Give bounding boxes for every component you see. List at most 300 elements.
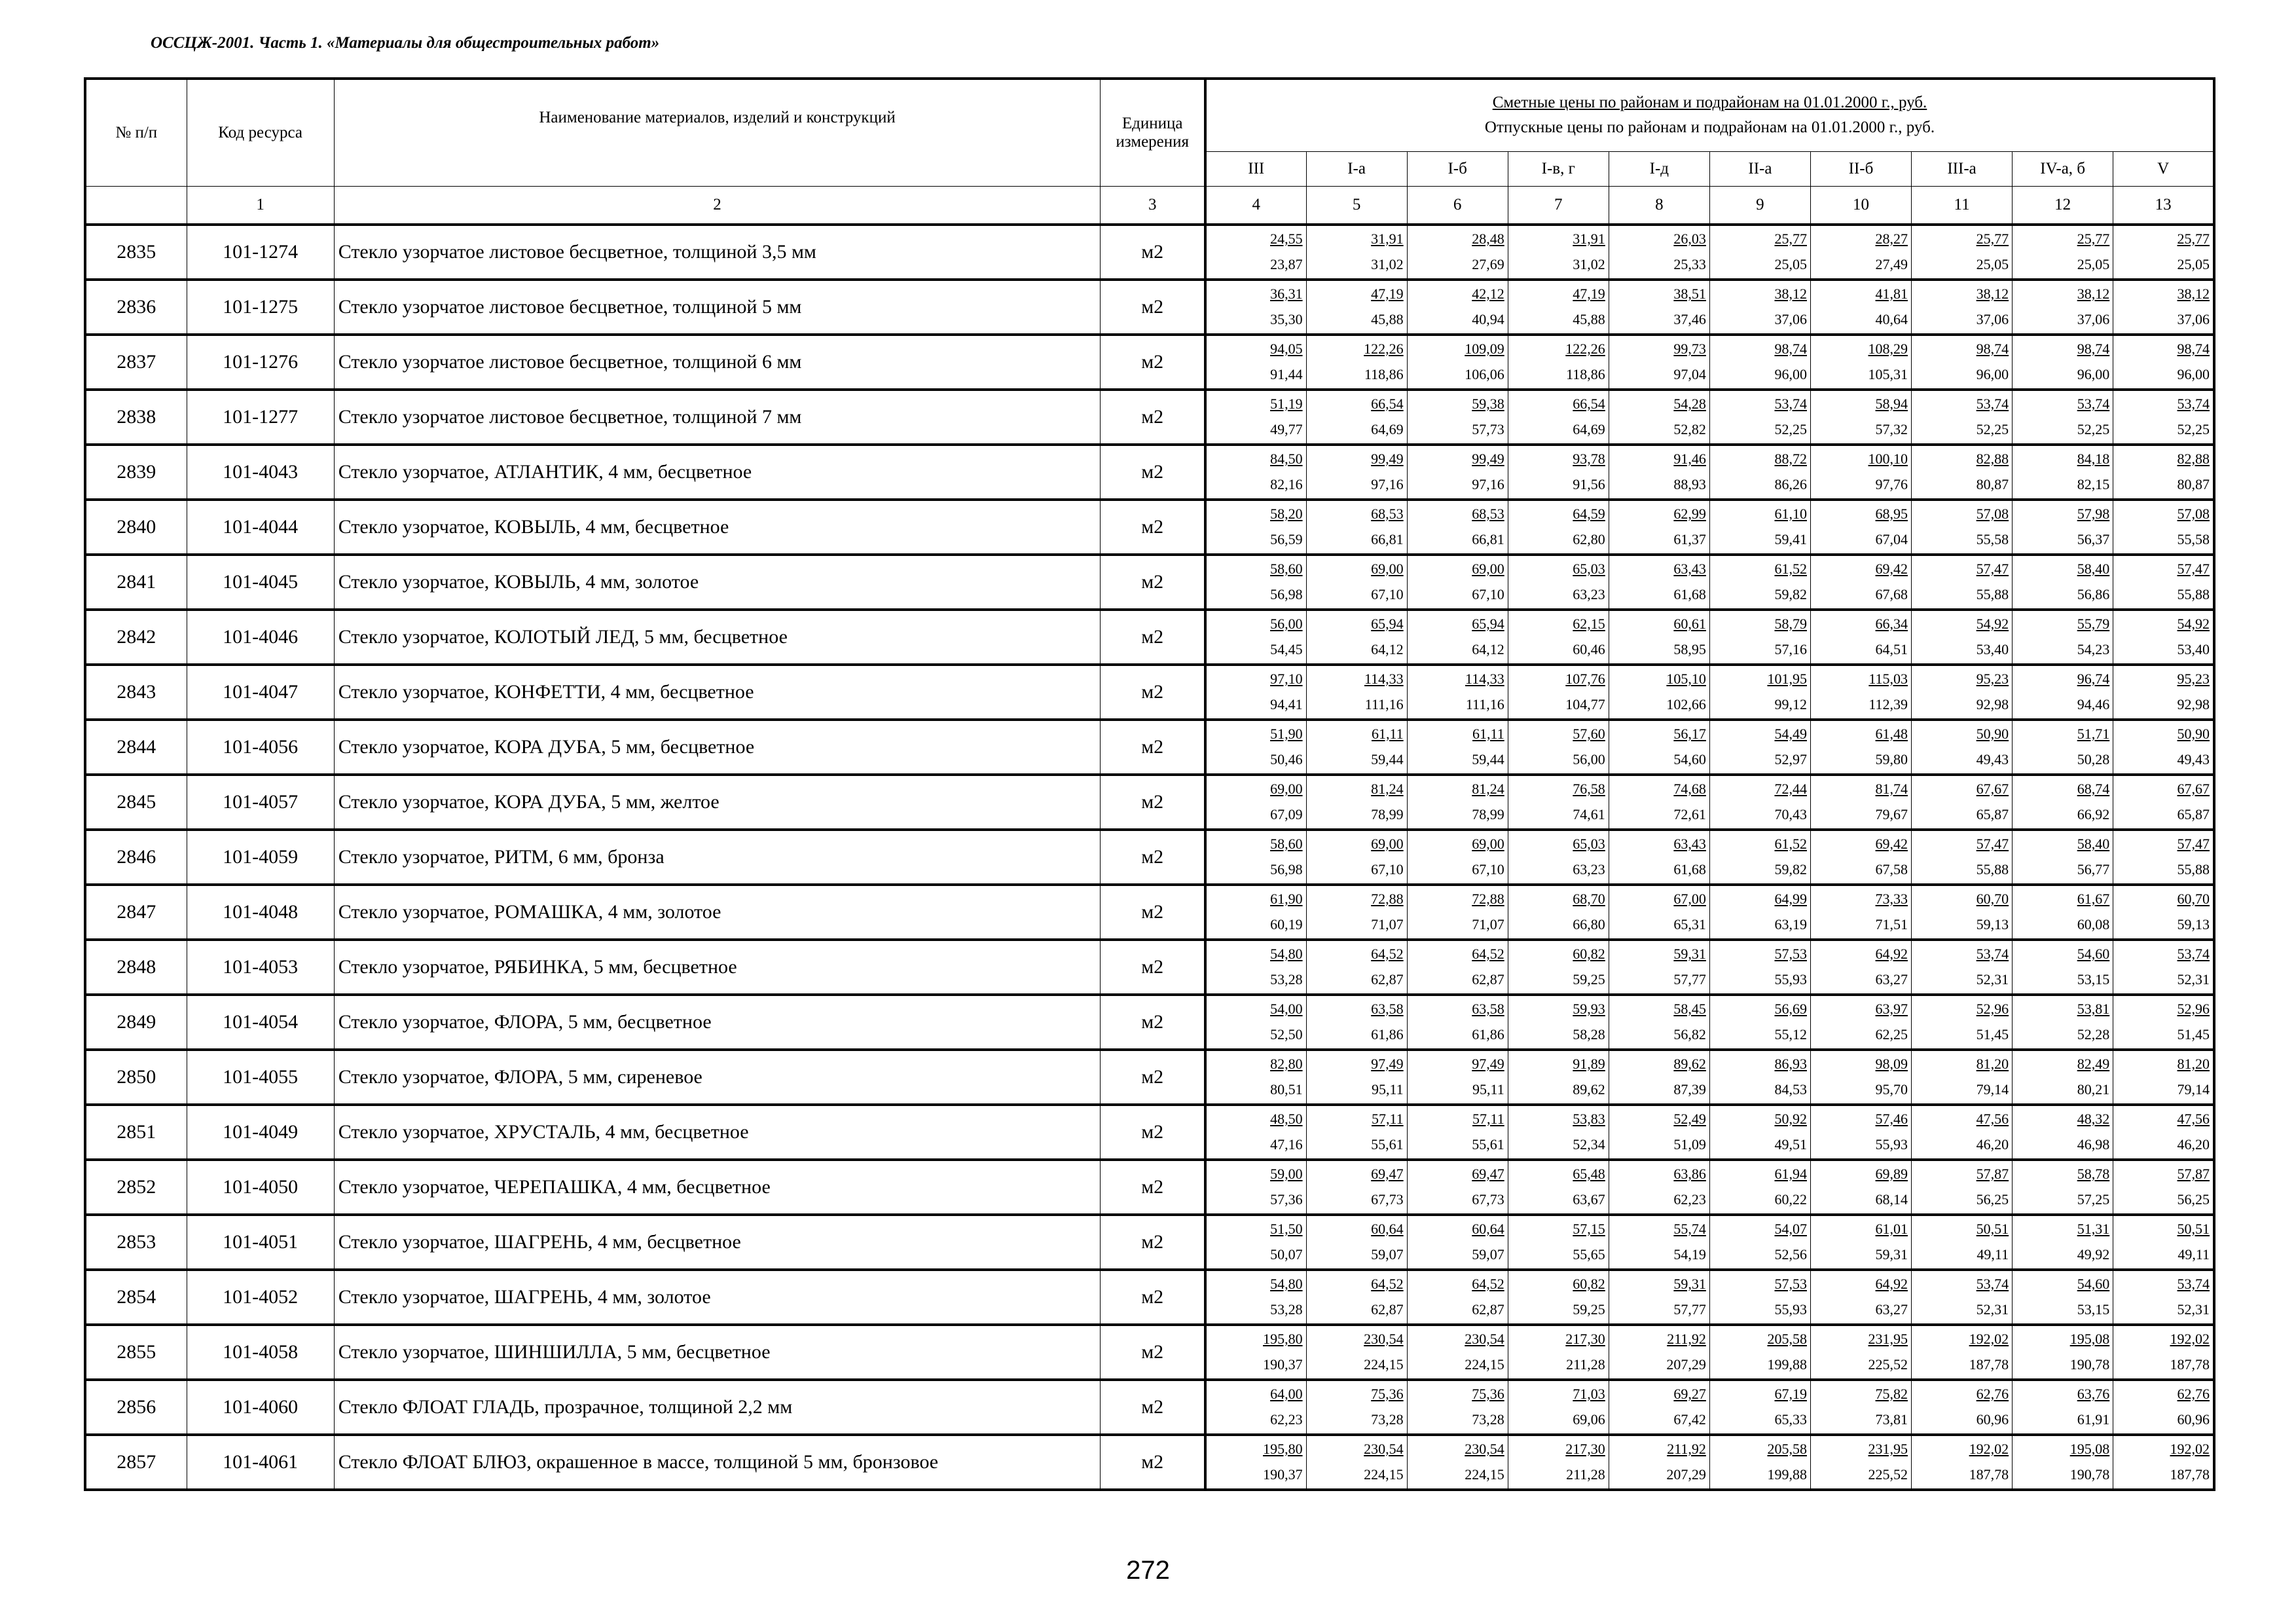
resource-code: 101-4053 <box>187 940 334 995</box>
selling-price: 60,96 <box>1976 1411 2009 1428</box>
price-cell <box>1609 1105 1709 1160</box>
estimated-price: 101,95 <box>1767 671 1807 687</box>
selling-price: 52,28 <box>2077 1026 2110 1043</box>
estimated-price: 50,90 <box>1976 726 2009 742</box>
estimated-price: 82,80 <box>1270 1056 1303 1072</box>
resource-code: 101-4049 <box>187 1105 334 1160</box>
selling-price: 207,29 <box>1666 1356 1706 1373</box>
price-cell <box>1810 1105 1911 1160</box>
unit: м2 <box>1101 1050 1205 1105</box>
price-cell <box>1912 610 2013 665</box>
selling-price: 94,46 <box>2077 696 2110 712</box>
estimated-price: 31,91 <box>1573 231 1605 247</box>
selling-price: 92,98 <box>1976 696 2009 712</box>
selling-price: 199,88 <box>1767 1466 1807 1483</box>
selling-price: 63,19 <box>1774 916 1807 932</box>
unit: м2 <box>1101 555 1205 610</box>
unit: м2 <box>1101 335 1205 390</box>
estimated-price: 98,09 <box>1875 1056 1908 1072</box>
price-cell <box>1709 720 1810 775</box>
selling-price: 88,93 <box>1673 476 1706 492</box>
price-cell <box>1912 940 2013 995</box>
price-cell <box>1912 720 2013 775</box>
selling-price: 67,68 <box>1875 586 1908 602</box>
price-cell <box>1912 225 2013 280</box>
selling-price: 73,81 <box>1875 1411 1908 1428</box>
resource-code: 101-4048 <box>187 885 334 940</box>
unit: м2 <box>1101 995 1205 1050</box>
price-cell <box>1912 390 2013 445</box>
selling-price: 73,28 <box>1371 1411 1404 1428</box>
estimated-price: 64,52 <box>1371 946 1404 962</box>
price-cell <box>1508 1160 1609 1215</box>
estimated-price: 75,82 <box>1875 1386 1908 1402</box>
estimated-price: 53,83 <box>1573 1111 1605 1127</box>
selling-price: 54,23 <box>2077 641 2110 657</box>
estimated-price: 28,27 <box>1875 231 1908 247</box>
estimated-price: 100,10 <box>1868 451 1908 467</box>
material-name: Стекло узорчатое, КОРА ДУБА, 5 мм, бесцветное <box>334 720 1101 775</box>
estimated-price: 205,58 <box>1767 1441 1807 1457</box>
region-header: I-б <box>1407 151 1508 187</box>
estimated-price: 69,47 <box>1472 1166 1504 1182</box>
estimated-price: 53,74 <box>2177 1276 2210 1292</box>
page-number: 272 <box>1126 1556 1170 1585</box>
price-cell <box>1508 1105 1609 1160</box>
unit: м2 <box>1101 885 1205 940</box>
region-header: III-а <box>1912 151 2013 187</box>
price-cell <box>1609 445 1709 500</box>
estimated-price: 230,54 <box>1364 1331 1404 1347</box>
selling-price: 67,10 <box>1371 586 1404 602</box>
estimated-price: 68,74 <box>2077 781 2110 797</box>
selling-price: 69,06 <box>1573 1411 1605 1428</box>
selling-price: 55,88 <box>1976 861 2009 877</box>
column-number: 13 <box>2113 187 2214 225</box>
column-number: 7 <box>1508 187 1609 225</box>
price-cell <box>1205 225 1306 280</box>
estimated-price: 65,94 <box>1472 616 1504 632</box>
price-cell <box>1609 1050 1709 1105</box>
price-cell <box>2013 1325 2113 1380</box>
estimated-price: 205,58 <box>1767 1331 1807 1347</box>
column-number: 8 <box>1609 187 1709 225</box>
selling-price: 55,58 <box>1976 531 2009 547</box>
estimated-price: 53,74 <box>1976 946 2009 962</box>
estimated-price: 47,56 <box>2177 1111 2210 1127</box>
selling-price: 59,13 <box>1976 916 2009 932</box>
price-cell <box>1205 995 1306 1050</box>
estimated-price: 69,42 <box>1875 561 1908 577</box>
resource-code: 101-4047 <box>187 665 334 720</box>
selling-price: 66,80 <box>1573 916 1605 932</box>
unit: м2 <box>1101 720 1205 775</box>
unit: м2 <box>1101 225 1205 280</box>
selling-price: 56,86 <box>2077 586 2110 602</box>
row-number: 2847 <box>85 885 187 940</box>
price-cell <box>1508 1215 1609 1270</box>
selling-price: 54,19 <box>1673 1246 1706 1263</box>
selling-price: 67,10 <box>1472 861 1504 877</box>
estimated-price: 61,52 <box>1774 561 1807 577</box>
selling-price: 53,40 <box>1976 641 2009 657</box>
table-row <box>85 445 2214 500</box>
price-cell <box>1407 335 1508 390</box>
price-cell <box>1810 280 1911 335</box>
selling-price: 25,05 <box>2077 256 2110 272</box>
price-cell <box>1306 1270 1407 1325</box>
selling-price: 56,37 <box>2077 531 2110 547</box>
estimated-price: 56,69 <box>1774 1001 1807 1017</box>
column-number: 5 <box>1306 187 1407 225</box>
estimated-price: 81,24 <box>1472 781 1504 797</box>
price-cell <box>1508 555 1609 610</box>
estimated-price: 68,70 <box>1573 891 1605 907</box>
estimated-price: 61,11 <box>1472 726 1504 742</box>
estimated-price: 122,26 <box>1565 341 1605 357</box>
estimated-price: 195,80 <box>1263 1441 1303 1457</box>
resource-code: 101-1274 <box>187 225 334 280</box>
selling-price: 62,23 <box>1270 1411 1303 1428</box>
estimated-price: 230,54 <box>1465 1331 1504 1347</box>
estimated-price: 57,60 <box>1573 726 1605 742</box>
estimated-price: 48,50 <box>1270 1111 1303 1127</box>
selling-price: 224,15 <box>1465 1356 1504 1373</box>
price-cell <box>2013 225 2113 280</box>
header-selling-prices: Отпускные цены по районам и подрайонам на 01.01.2000 г., руб. <box>1484 119 1935 137</box>
price-table <box>84 77 2215 1491</box>
price-cell <box>1407 280 1508 335</box>
price-table-body <box>85 225 2214 1490</box>
selling-price: 55,88 <box>2177 586 2210 602</box>
estimated-price: 91,46 <box>1673 451 1706 467</box>
selling-price: 57,73 <box>1472 421 1504 437</box>
price-cell <box>2113 1105 2214 1160</box>
price-cell <box>2113 1050 2214 1105</box>
estimated-price: 64,59 <box>1573 506 1605 522</box>
selling-price: 63,23 <box>1573 861 1605 877</box>
selling-price: 67,10 <box>1371 861 1404 877</box>
estimated-price: 64,52 <box>1472 1276 1504 1292</box>
material-name: Стекло узорчатое листовое бесцветное, толщиной 5 мм <box>334 280 1101 335</box>
price-cell <box>2113 225 2214 280</box>
selling-price: 91,44 <box>1270 366 1303 382</box>
estimated-price: 57,87 <box>2177 1166 2210 1182</box>
price-cell <box>1912 1325 2013 1380</box>
selling-price: 224,15 <box>1364 1466 1404 1483</box>
table-row <box>85 1270 2214 1325</box>
estimated-price: 61,90 <box>1270 891 1303 907</box>
selling-price: 52,25 <box>1774 421 1807 437</box>
selling-price: 102,66 <box>1666 696 1706 712</box>
price-cell <box>2113 1270 2214 1325</box>
selling-price: 61,91 <box>2077 1411 2110 1428</box>
price-cell <box>1709 225 1810 280</box>
estimated-price: 72,44 <box>1774 781 1807 797</box>
price-cell <box>1709 1435 1810 1490</box>
table-row <box>85 335 2214 390</box>
price-cell <box>1609 1270 1709 1325</box>
unit: м2 <box>1101 1215 1205 1270</box>
price-cell <box>2013 335 2113 390</box>
estimated-price: 69,00 <box>1472 836 1504 852</box>
selling-price: 61,37 <box>1673 531 1706 547</box>
price-cell <box>1306 500 1407 555</box>
price-cell <box>2013 610 2113 665</box>
selling-price: 82,16 <box>1270 476 1303 492</box>
price-cell <box>1912 775 2013 830</box>
selling-price: 64,51 <box>1875 641 1908 657</box>
estimated-price: 63,97 <box>1875 1001 1908 1017</box>
price-cell <box>1407 390 1508 445</box>
estimated-price: 38,12 <box>1774 286 1807 302</box>
table-row <box>85 1325 2214 1380</box>
price-cell <box>1609 940 1709 995</box>
price-cell <box>1609 1160 1709 1215</box>
selling-price: 105,31 <box>1868 366 1908 382</box>
estimated-price: 195,08 <box>2069 1331 2110 1347</box>
estimated-price: 195,08 <box>2069 1441 2110 1457</box>
selling-price: 60,08 <box>2077 916 2110 932</box>
price-cell <box>1205 500 1306 555</box>
table-row <box>85 280 2214 335</box>
selling-price: 53,15 <box>2077 1301 2110 1318</box>
estimated-price: 61,52 <box>1774 836 1807 852</box>
estimated-price: 59,00 <box>1270 1166 1303 1182</box>
price-cell <box>1609 1435 1709 1490</box>
selling-price: 80,51 <box>1270 1081 1303 1098</box>
estimated-price: 89,62 <box>1673 1056 1706 1072</box>
estimated-price: 57,47 <box>2177 836 2210 852</box>
price-cell <box>1407 225 1508 280</box>
selling-price: 91,56 <box>1573 476 1605 492</box>
selling-price: 31,02 <box>1371 256 1404 272</box>
estimated-price: 66,54 <box>1573 396 1605 412</box>
selling-price: 79,67 <box>1875 806 1908 822</box>
selling-price: 59,41 <box>1774 531 1807 547</box>
unit: м2 <box>1101 1270 1205 1325</box>
column-number: 11 <box>1912 187 2013 225</box>
selling-price: 56,25 <box>2177 1191 2210 1208</box>
price-cell <box>1810 1215 1911 1270</box>
price-cell <box>2113 610 2214 665</box>
selling-price: 35,30 <box>1270 311 1303 327</box>
material-name: Стекло узорчатое, АТЛАНТИК, 4 мм, бесцветное <box>334 445 1101 500</box>
selling-price: 59,82 <box>1774 586 1807 602</box>
price-cell <box>1609 390 1709 445</box>
resource-code: 101-4045 <box>187 555 334 610</box>
estimated-price: 25,77 <box>2177 231 2210 247</box>
estimated-price: 98,74 <box>2077 341 2110 357</box>
selling-price: 55,88 <box>1976 586 2009 602</box>
resource-code: 101-4052 <box>187 1270 334 1325</box>
resource-code: 101-4059 <box>187 830 334 885</box>
selling-price: 70,43 <box>1774 806 1807 822</box>
price-cell <box>1508 665 1609 720</box>
price-cell <box>1407 1435 1508 1490</box>
price-cell <box>1407 1270 1508 1325</box>
header-resource-code: Код ресурса <box>187 79 334 187</box>
estimated-price: 61,67 <box>2077 891 2110 907</box>
estimated-price: 59,31 <box>1673 1276 1706 1292</box>
estimated-price: 54,60 <box>2077 946 2110 962</box>
price-cell <box>2113 390 2214 445</box>
estimated-price: 99,49 <box>1371 451 1404 467</box>
estimated-price: 67,67 <box>2177 781 2210 797</box>
estimated-price: 69,27 <box>1673 1386 1706 1402</box>
estimated-price: 81,20 <box>1976 1056 2009 1072</box>
selling-price: 52,97 <box>1774 751 1807 767</box>
material-name: Стекло узорчатое, ФЛОРА, 5 мм, сиреневое <box>334 1050 1101 1105</box>
selling-price: 63,27 <box>1875 1301 1908 1318</box>
selling-price: 49,51 <box>1774 1136 1807 1153</box>
estimated-price: 65,03 <box>1573 561 1605 577</box>
estimated-price: 76,58 <box>1573 781 1605 797</box>
price-cell <box>1306 1325 1407 1380</box>
estimated-price: 91,89 <box>1573 1056 1605 1072</box>
estimated-price: 25,77 <box>1976 231 2009 247</box>
estimated-price: 195,80 <box>1263 1331 1303 1347</box>
selling-price: 67,73 <box>1472 1191 1504 1208</box>
estimated-price: 192,02 <box>1969 1441 2009 1457</box>
row-number: 2835 <box>85 225 187 280</box>
estimated-price: 230,54 <box>1364 1441 1404 1457</box>
estimated-price: 51,90 <box>1270 726 1303 742</box>
region-header: IV-а, б <box>2013 151 2113 187</box>
selling-price: 96,00 <box>2177 366 2210 382</box>
price-cell <box>1709 1215 1810 1270</box>
estimated-price: 64,52 <box>1371 1276 1404 1292</box>
selling-price: 25,05 <box>1774 256 1807 272</box>
selling-price: 49,92 <box>2077 1246 2110 1263</box>
price-cell <box>1709 665 1810 720</box>
price-cell <box>1709 1160 1810 1215</box>
material-name: Стекло узорчатое, КОВЫЛЬ, 4 мм, золотое <box>334 555 1101 610</box>
unit: м2 <box>1101 280 1205 335</box>
row-number: 2850 <box>85 1050 187 1105</box>
selling-price: 68,14 <box>1875 1191 1908 1208</box>
estimated-price: 84,50 <box>1270 451 1303 467</box>
price-cell <box>2013 1380 2113 1435</box>
selling-price: 65,31 <box>1673 916 1706 932</box>
column-number: 2 <box>334 187 1101 225</box>
selling-price: 59,80 <box>1875 751 1908 767</box>
price-cell <box>1609 775 1709 830</box>
price-cell <box>1609 1380 1709 1435</box>
price-cell <box>1508 335 1609 390</box>
price-cell <box>2013 940 2113 995</box>
table-row <box>85 610 2214 665</box>
price-cell <box>1709 610 1810 665</box>
estimated-price: 54,07 <box>1774 1221 1807 1237</box>
price-cell <box>2113 1160 2214 1215</box>
document-header-title: ОССЦЖ-2001. Часть 1. «Материалы для общестроительных работ» <box>151 34 660 52</box>
estimated-price: 69,42 <box>1875 836 1908 852</box>
price-cell <box>2013 665 2113 720</box>
estimated-price: 47,19 <box>1371 286 1404 302</box>
selling-price: 58,28 <box>1573 1026 1605 1043</box>
estimated-price: 81,74 <box>1875 781 1908 797</box>
selling-price: 37,06 <box>2077 311 2110 327</box>
price-cell <box>1205 1435 1306 1490</box>
estimated-price: 53,74 <box>1976 1276 2009 1292</box>
price-cell <box>2013 1435 2113 1490</box>
selling-price: 58,95 <box>1673 641 1706 657</box>
resource-code: 101-4056 <box>187 720 334 775</box>
estimated-price: 62,99 <box>1673 506 1706 522</box>
header-estimated-prices: Сметные цены по районам и подрайонам на 01.01.2000 г., руб. <box>1492 94 1927 112</box>
estimated-price: 51,50 <box>1270 1221 1303 1237</box>
estimated-price: 58,94 <box>1875 396 1908 412</box>
estimated-price: 69,00 <box>1270 781 1303 797</box>
selling-price: 60,22 <box>1774 1191 1807 1208</box>
selling-price: 66,81 <box>1472 531 1504 547</box>
price-cell <box>1912 555 2013 610</box>
selling-price: 190,78 <box>2069 1356 2110 1373</box>
table-row <box>85 665 2214 720</box>
table-row <box>85 1215 2214 1270</box>
selling-price: 224,15 <box>1364 1356 1404 1373</box>
selling-price: 71,07 <box>1371 916 1404 932</box>
resource-code: 101-4046 <box>187 610 334 665</box>
selling-price: 54,60 <box>1673 751 1706 767</box>
estimated-price: 53,74 <box>2177 946 2210 962</box>
selling-price: 56,59 <box>1270 531 1303 547</box>
table-row <box>85 1160 2214 1215</box>
estimated-price: 64,92 <box>1875 1276 1908 1292</box>
price-cell <box>1508 1435 1609 1490</box>
estimated-price: 54,28 <box>1673 396 1706 412</box>
estimated-price: 38,12 <box>1976 286 2009 302</box>
resource-code: 101-4043 <box>187 445 334 500</box>
price-cell <box>1205 665 1306 720</box>
material-name: Стекло узорчатое, ШАГРЕНЬ, 4 мм, бесцветное <box>334 1215 1101 1270</box>
price-cell <box>1407 995 1508 1050</box>
selling-price: 53,28 <box>1270 1301 1303 1318</box>
selling-price: 55,61 <box>1371 1136 1404 1153</box>
price-cell <box>1912 335 2013 390</box>
material-name: Стекло ФЛОАТ ГЛАДЬ, прозрачное, толщиной 2,2 мм <box>334 1380 1101 1435</box>
selling-price: 190,37 <box>1263 1466 1303 1483</box>
estimated-price: 67,67 <box>1976 781 2009 797</box>
row-number: 2855 <box>85 1325 187 1380</box>
price-cell <box>1306 665 1407 720</box>
price-cell <box>1609 225 1709 280</box>
estimated-price: 63,43 <box>1673 836 1706 852</box>
resource-code: 101-4060 <box>187 1380 334 1435</box>
selling-price: 52,31 <box>2177 1301 2210 1318</box>
unit: м2 <box>1101 610 1205 665</box>
estimated-price: 72,88 <box>1371 891 1404 907</box>
price-cell <box>1407 940 1508 995</box>
selling-price: 95,11 <box>1472 1081 1504 1098</box>
resource-code: 101-4051 <box>187 1215 334 1270</box>
table-row <box>85 885 2214 940</box>
estimated-price: 67,00 <box>1673 891 1706 907</box>
estimated-price: 98,74 <box>2177 341 2210 357</box>
selling-price: 59,82 <box>1774 861 1807 877</box>
estimated-price: 105,10 <box>1666 671 1706 687</box>
selling-price: 72,61 <box>1673 806 1706 822</box>
row-number: 2841 <box>85 555 187 610</box>
price-cell <box>1205 940 1306 995</box>
selling-price: 207,29 <box>1666 1466 1706 1483</box>
estimated-price: 58,40 <box>2077 836 2110 852</box>
price-cell <box>1205 1270 1306 1325</box>
selling-price: 67,04 <box>1875 531 1908 547</box>
price-cell <box>1810 665 1911 720</box>
table-row <box>85 225 2214 280</box>
